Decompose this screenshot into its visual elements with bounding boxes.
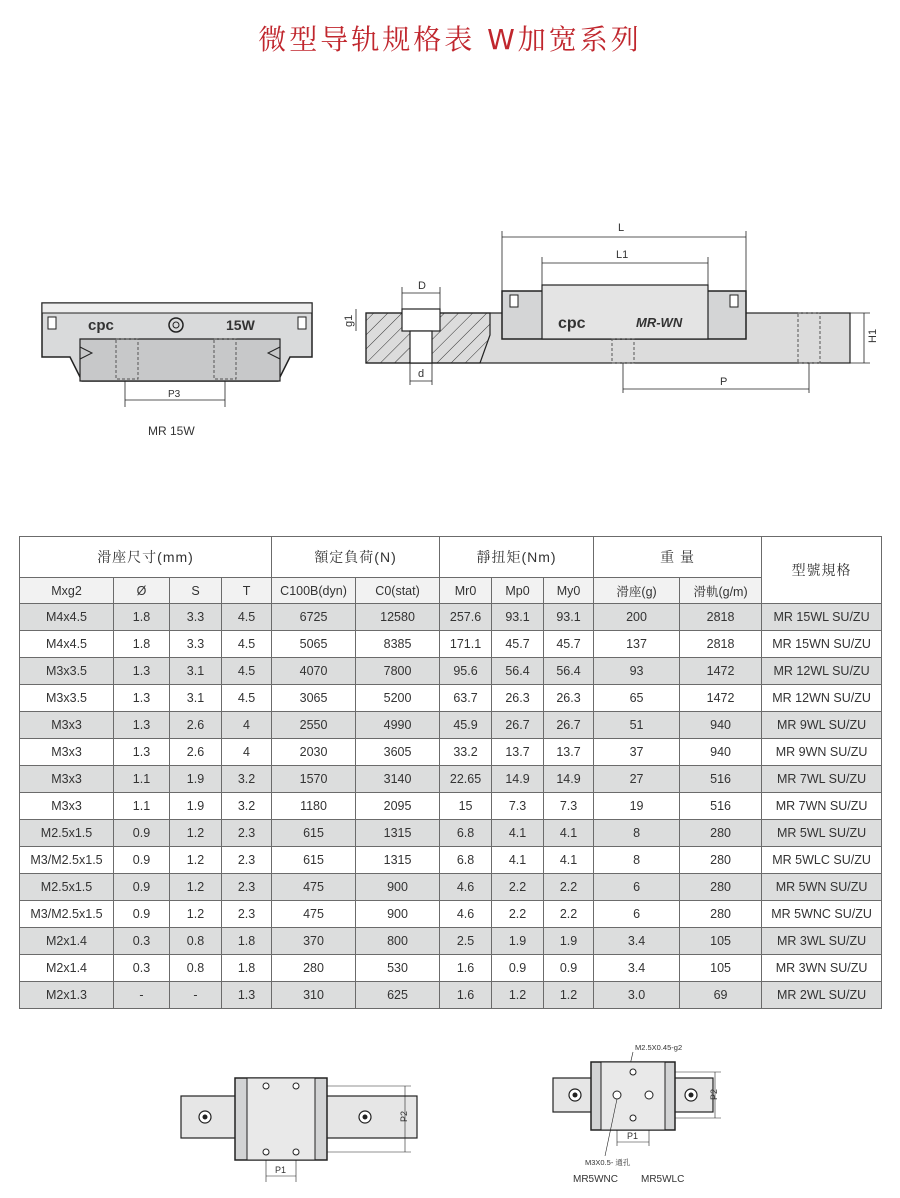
bottom-left-dim-p2: P2 bbox=[399, 1110, 409, 1122]
table-cell: 3.3 bbox=[170, 631, 222, 658]
table-cell: 45.7 bbox=[492, 631, 544, 658]
table-cell: 95.6 bbox=[440, 658, 492, 685]
table-row bbox=[20, 820, 882, 847]
table-cell: 1.8 bbox=[114, 604, 170, 631]
column-header: C100B(dyn) bbox=[272, 578, 356, 604]
front-dim-p3: P3 bbox=[168, 389, 181, 400]
side-logo: cpc bbox=[558, 315, 586, 332]
table-cell: 3.3 bbox=[170, 604, 222, 631]
column-header: Mp0 bbox=[492, 578, 544, 604]
table-cell: 0.9 bbox=[492, 955, 544, 982]
table-cell: 475 bbox=[272, 901, 356, 928]
table-cell: M2x1.4 bbox=[20, 928, 114, 955]
table-cell: 137 bbox=[594, 631, 680, 658]
table-cell: 3.2 bbox=[222, 793, 272, 820]
model-cell: MR 3WN SU/ZU bbox=[762, 955, 882, 982]
table-cell: 280 bbox=[680, 874, 762, 901]
bottom-right-caption-a: MR5WNC bbox=[573, 1174, 618, 1185]
table-cell: 0.9 bbox=[114, 901, 170, 928]
model-cell: MR 7WL SU/ZU bbox=[762, 766, 882, 793]
header-load-rating: 額定負荷(N) bbox=[272, 537, 440, 578]
table-cell: 2.3 bbox=[222, 820, 272, 847]
table-cell: 93.1 bbox=[544, 604, 594, 631]
table-cell: 2.6 bbox=[170, 739, 222, 766]
table-cell: 56.4 bbox=[492, 658, 544, 685]
table-cell: 1315 bbox=[356, 847, 440, 874]
table-cell: M3x3.5 bbox=[20, 685, 114, 712]
table-cell: 2030 bbox=[272, 739, 356, 766]
table-cell: 6 bbox=[594, 874, 680, 901]
table-cell: M4x4.5 bbox=[20, 631, 114, 658]
table-cell: 4.5 bbox=[222, 604, 272, 631]
front-size-mark: 15W bbox=[226, 317, 255, 333]
table-cell: 940 bbox=[680, 739, 762, 766]
model-cell: MR 15WL SU/ZU bbox=[762, 604, 882, 631]
table-cell: 0.9 bbox=[544, 955, 594, 982]
table-cell: 13.7 bbox=[544, 739, 594, 766]
model-cell: MR 12WL SU/ZU bbox=[762, 658, 882, 685]
column-header: C0(stat) bbox=[356, 578, 440, 604]
table-cell: 4070 bbox=[272, 658, 356, 685]
table-cell: 1.2 bbox=[544, 982, 594, 1009]
table-row bbox=[20, 766, 882, 793]
table-cell: 26.7 bbox=[492, 712, 544, 739]
table-cell: 13.7 bbox=[492, 739, 544, 766]
table-cell: 2.2 bbox=[492, 901, 544, 928]
table-cell: 1.1 bbox=[114, 766, 170, 793]
bottom-right-tap-note: M2.5X0.45-g2 bbox=[635, 1043, 683, 1052]
column-header: Ø bbox=[114, 578, 170, 604]
table-cell: 1.2 bbox=[170, 820, 222, 847]
table-cell: 4.1 bbox=[544, 847, 594, 874]
table-cell: 1.1 bbox=[114, 793, 170, 820]
table-cell: 56.4 bbox=[544, 658, 594, 685]
table-cell: 1472 bbox=[680, 685, 762, 712]
table-cell: M2.5x1.5 bbox=[20, 874, 114, 901]
table-cell: 6.8 bbox=[440, 820, 492, 847]
column-header: Mr0 bbox=[440, 578, 492, 604]
table-cell: 1472 bbox=[680, 658, 762, 685]
table-cell: 12580 bbox=[356, 604, 440, 631]
page-title: 微型导轨规格表 W加宽系列 bbox=[258, 23, 642, 56]
table-cell: M3x3 bbox=[20, 712, 114, 739]
table-cell: 27 bbox=[594, 766, 680, 793]
table-cell: 2.2 bbox=[544, 901, 594, 928]
header-weight: 重 量 bbox=[594, 537, 762, 578]
table-cell: 0.8 bbox=[170, 928, 222, 955]
table-cell: 280 bbox=[272, 955, 356, 982]
table-row bbox=[20, 928, 882, 955]
table-cell: 1.8 bbox=[222, 955, 272, 982]
table-cell: 7800 bbox=[356, 658, 440, 685]
table-cell: 1.3 bbox=[114, 739, 170, 766]
table-cell: 15 bbox=[440, 793, 492, 820]
table-cell: 370 bbox=[272, 928, 356, 955]
table-cell: M2.5x1.5 bbox=[20, 820, 114, 847]
table-cell: 3.1 bbox=[170, 658, 222, 685]
table-row bbox=[20, 604, 882, 631]
front-caption: MR 15W bbox=[148, 424, 195, 438]
model-cell: MR 5WL SU/ZU bbox=[762, 820, 882, 847]
table-cell: 8 bbox=[594, 847, 680, 874]
side-model-mark: MR-WN bbox=[636, 315, 683, 330]
table-row bbox=[20, 793, 882, 820]
table-cell: 7.3 bbox=[544, 793, 594, 820]
column-header: 滑座(g) bbox=[594, 578, 680, 604]
bottom-left-drawing bbox=[175, 1070, 425, 1190]
table-cell: 516 bbox=[680, 766, 762, 793]
table-cell: M3x3.5 bbox=[20, 658, 114, 685]
table-cell: 4 bbox=[222, 712, 272, 739]
table-cell: 65 bbox=[594, 685, 680, 712]
table-cell: M3x3 bbox=[20, 739, 114, 766]
table-cell: 1180 bbox=[272, 793, 356, 820]
table-cell: 1.2 bbox=[170, 901, 222, 928]
table-cell: 26.3 bbox=[544, 685, 594, 712]
table-cell: 1.2 bbox=[492, 982, 544, 1009]
table-cell: 26.3 bbox=[492, 685, 544, 712]
table-cell: - bbox=[114, 982, 170, 1009]
table-cell: 0.3 bbox=[114, 928, 170, 955]
table-cell: 14.9 bbox=[544, 766, 594, 793]
table-cell: 45.7 bbox=[544, 631, 594, 658]
table-cell: 1315 bbox=[356, 820, 440, 847]
table-cell: 45.9 bbox=[440, 712, 492, 739]
table-cell: 3.0 bbox=[594, 982, 680, 1009]
table-cell: 171.1 bbox=[440, 631, 492, 658]
table-cell: 310 bbox=[272, 982, 356, 1009]
table-cell: 1.2 bbox=[170, 847, 222, 874]
table-row bbox=[20, 955, 882, 982]
table-cell: 51 bbox=[594, 712, 680, 739]
bottom-right-drawing bbox=[545, 1038, 745, 1188]
bottom-right-hole-note: M3X0.5- 通孔 bbox=[585, 1158, 631, 1167]
column-header: Mxg2 bbox=[20, 578, 114, 604]
table-cell: 625 bbox=[356, 982, 440, 1009]
side-dim-L1: L1 bbox=[616, 249, 629, 261]
table-cell: 0.8 bbox=[170, 955, 222, 982]
table-cell: 3605 bbox=[356, 739, 440, 766]
column-header: 滑軌(g/m) bbox=[680, 578, 762, 604]
table-cell: 516 bbox=[680, 793, 762, 820]
table-cell: 1.9 bbox=[544, 928, 594, 955]
table-cell: 1.8 bbox=[114, 631, 170, 658]
table-cell: 940 bbox=[680, 712, 762, 739]
side-dim-D: D bbox=[418, 280, 426, 292]
table-cell: 1.3 bbox=[114, 658, 170, 685]
table-row bbox=[20, 631, 882, 658]
table-cell: 615 bbox=[272, 820, 356, 847]
model-cell: MR 9WL SU/ZU bbox=[762, 712, 882, 739]
table-cell: 93.1 bbox=[492, 604, 544, 631]
table-cell: 2.3 bbox=[222, 901, 272, 928]
table-cell: 1.3 bbox=[114, 685, 170, 712]
model-cell: MR 15WN SU/ZU bbox=[762, 631, 882, 658]
table-cell: 1.2 bbox=[170, 874, 222, 901]
table-cell: 2550 bbox=[272, 712, 356, 739]
table-cell: 3065 bbox=[272, 685, 356, 712]
table-cell: 280 bbox=[680, 820, 762, 847]
table-cell: 22.65 bbox=[440, 766, 492, 793]
table-cell: 105 bbox=[680, 928, 762, 955]
table-cell: - bbox=[170, 982, 222, 1009]
side-dim-g1: g1 bbox=[343, 314, 355, 327]
table-cell: 4990 bbox=[356, 712, 440, 739]
table-cell: 280 bbox=[680, 847, 762, 874]
table-cell: 2.2 bbox=[492, 874, 544, 901]
table-cell: 0.9 bbox=[114, 874, 170, 901]
table-cell: 257.6 bbox=[440, 604, 492, 631]
model-cell: MR 9WN SU/ZU bbox=[762, 739, 882, 766]
table-cell: 2818 bbox=[680, 631, 762, 658]
table-cell: 105 bbox=[680, 955, 762, 982]
table-cell: 4.6 bbox=[440, 901, 492, 928]
table-row bbox=[20, 712, 882, 739]
table-cell: 6.8 bbox=[440, 847, 492, 874]
header-model: 型號規格 bbox=[762, 537, 882, 604]
table-cell: 2.3 bbox=[222, 874, 272, 901]
table-cell: 1.3 bbox=[222, 982, 272, 1009]
table-cell: 3.2 bbox=[222, 766, 272, 793]
table-cell: 615 bbox=[272, 847, 356, 874]
table-cell: 1.8 bbox=[222, 928, 272, 955]
table-cell: 3.4 bbox=[594, 928, 680, 955]
bottom-right-dim-p1: P1 bbox=[627, 1131, 639, 1141]
table-cell: 26.7 bbox=[544, 712, 594, 739]
table-cell: 475 bbox=[272, 874, 356, 901]
model-cell: MR 5WLC SU/ZU bbox=[762, 847, 882, 874]
column-header: S bbox=[170, 578, 222, 604]
table-cell: 900 bbox=[356, 874, 440, 901]
side-dim-d: d bbox=[418, 368, 425, 380]
table-cell: 5065 bbox=[272, 631, 356, 658]
table-row bbox=[20, 874, 882, 901]
table-cell: 2818 bbox=[680, 604, 762, 631]
table-cell: 280 bbox=[680, 901, 762, 928]
spec-table bbox=[19, 536, 882, 1009]
table-cell: 2.3 bbox=[222, 847, 272, 874]
table-cell: 1.6 bbox=[440, 955, 492, 982]
model-cell: MR 2WL SU/ZU bbox=[762, 982, 882, 1009]
front-view-drawing bbox=[30, 295, 330, 445]
table-cell: 1.9 bbox=[492, 928, 544, 955]
bottom-right-caption-b: MR5WLC bbox=[641, 1174, 685, 1185]
table-cell: 93 bbox=[594, 658, 680, 685]
table-cell: 800 bbox=[356, 928, 440, 955]
table-cell: 3.1 bbox=[170, 685, 222, 712]
header-static-moment: 靜扭矩(Nm) bbox=[440, 537, 594, 578]
model-cell: MR 7WN SU/ZU bbox=[762, 793, 882, 820]
table-cell: 900 bbox=[356, 901, 440, 928]
table-cell: 3.4 bbox=[594, 955, 680, 982]
table-cell: 0.3 bbox=[114, 955, 170, 982]
table-cell: 19 bbox=[594, 793, 680, 820]
table-cell: 4.1 bbox=[492, 847, 544, 874]
column-header: My0 bbox=[544, 578, 594, 604]
table-cell: 1.9 bbox=[170, 766, 222, 793]
side-dim-L: L bbox=[618, 222, 625, 234]
side-dim-H1: H1 bbox=[867, 328, 879, 343]
table-cell: 2.5 bbox=[440, 928, 492, 955]
table-row bbox=[20, 847, 882, 874]
model-cell: MR 12WN SU/ZU bbox=[762, 685, 882, 712]
table-cell: 5200 bbox=[356, 685, 440, 712]
side-view-drawing bbox=[330, 215, 890, 400]
table-cell: M3/M2.5x1.5 bbox=[20, 847, 114, 874]
table-cell: 6 bbox=[594, 901, 680, 928]
table-cell: 69 bbox=[680, 982, 762, 1009]
table-cell: 33.2 bbox=[440, 739, 492, 766]
table-cell: 4.6 bbox=[440, 874, 492, 901]
table-cell: 63.7 bbox=[440, 685, 492, 712]
table-cell: 7.3 bbox=[492, 793, 544, 820]
table-cell: 6725 bbox=[272, 604, 356, 631]
table-cell: 0.9 bbox=[114, 820, 170, 847]
table-row bbox=[20, 685, 882, 712]
table-cell: 8385 bbox=[356, 631, 440, 658]
front-logo: cpc bbox=[88, 317, 114, 334]
table-cell: 1.6 bbox=[440, 982, 492, 1009]
model-cell: MR 5WN SU/ZU bbox=[762, 874, 882, 901]
side-dim-P: P bbox=[720, 376, 728, 388]
table-cell: 2095 bbox=[356, 793, 440, 820]
bottom-left-dim-p1: P1 bbox=[275, 1165, 287, 1175]
table-cell: 2.2 bbox=[544, 874, 594, 901]
table-cell: 200 bbox=[594, 604, 680, 631]
table-cell: M3x3 bbox=[20, 793, 114, 820]
table-cell: M4x4.5 bbox=[20, 604, 114, 631]
table-cell: 8 bbox=[594, 820, 680, 847]
model-cell: MR 3WL SU/ZU bbox=[762, 928, 882, 955]
table-cell: 4.5 bbox=[222, 658, 272, 685]
table-cell: M3/M2.5x1.5 bbox=[20, 901, 114, 928]
table-cell: 1570 bbox=[272, 766, 356, 793]
table-cell: M2x1.4 bbox=[20, 955, 114, 982]
table-cell: 4.1 bbox=[492, 820, 544, 847]
table-cell: 4.5 bbox=[222, 685, 272, 712]
table-row bbox=[20, 901, 882, 928]
model-cell: MR 5WNC SU/ZU bbox=[762, 901, 882, 928]
table-cell: 37 bbox=[594, 739, 680, 766]
table-cell: 2.6 bbox=[170, 712, 222, 739]
table-cell: 14.9 bbox=[492, 766, 544, 793]
header-block-dimensions: 滑座尺寸(mm) bbox=[20, 537, 272, 578]
table-row bbox=[20, 658, 882, 685]
table-cell: 4 bbox=[222, 739, 272, 766]
table-row bbox=[20, 982, 882, 1009]
table-cell: 1.9 bbox=[170, 793, 222, 820]
column-header: T bbox=[222, 578, 272, 604]
table-cell: 0.9 bbox=[114, 847, 170, 874]
table-cell: M3x3 bbox=[20, 766, 114, 793]
table-cell: 530 bbox=[356, 955, 440, 982]
bottom-right-dim-p2: P2 bbox=[709, 1088, 719, 1100]
table-cell: M2x1.3 bbox=[20, 982, 114, 1009]
table-cell: 4.1 bbox=[544, 820, 594, 847]
table-cell: 1.3 bbox=[114, 712, 170, 739]
table-cell: 3140 bbox=[356, 766, 440, 793]
table-cell: 4.5 bbox=[222, 631, 272, 658]
table-row bbox=[20, 739, 882, 766]
